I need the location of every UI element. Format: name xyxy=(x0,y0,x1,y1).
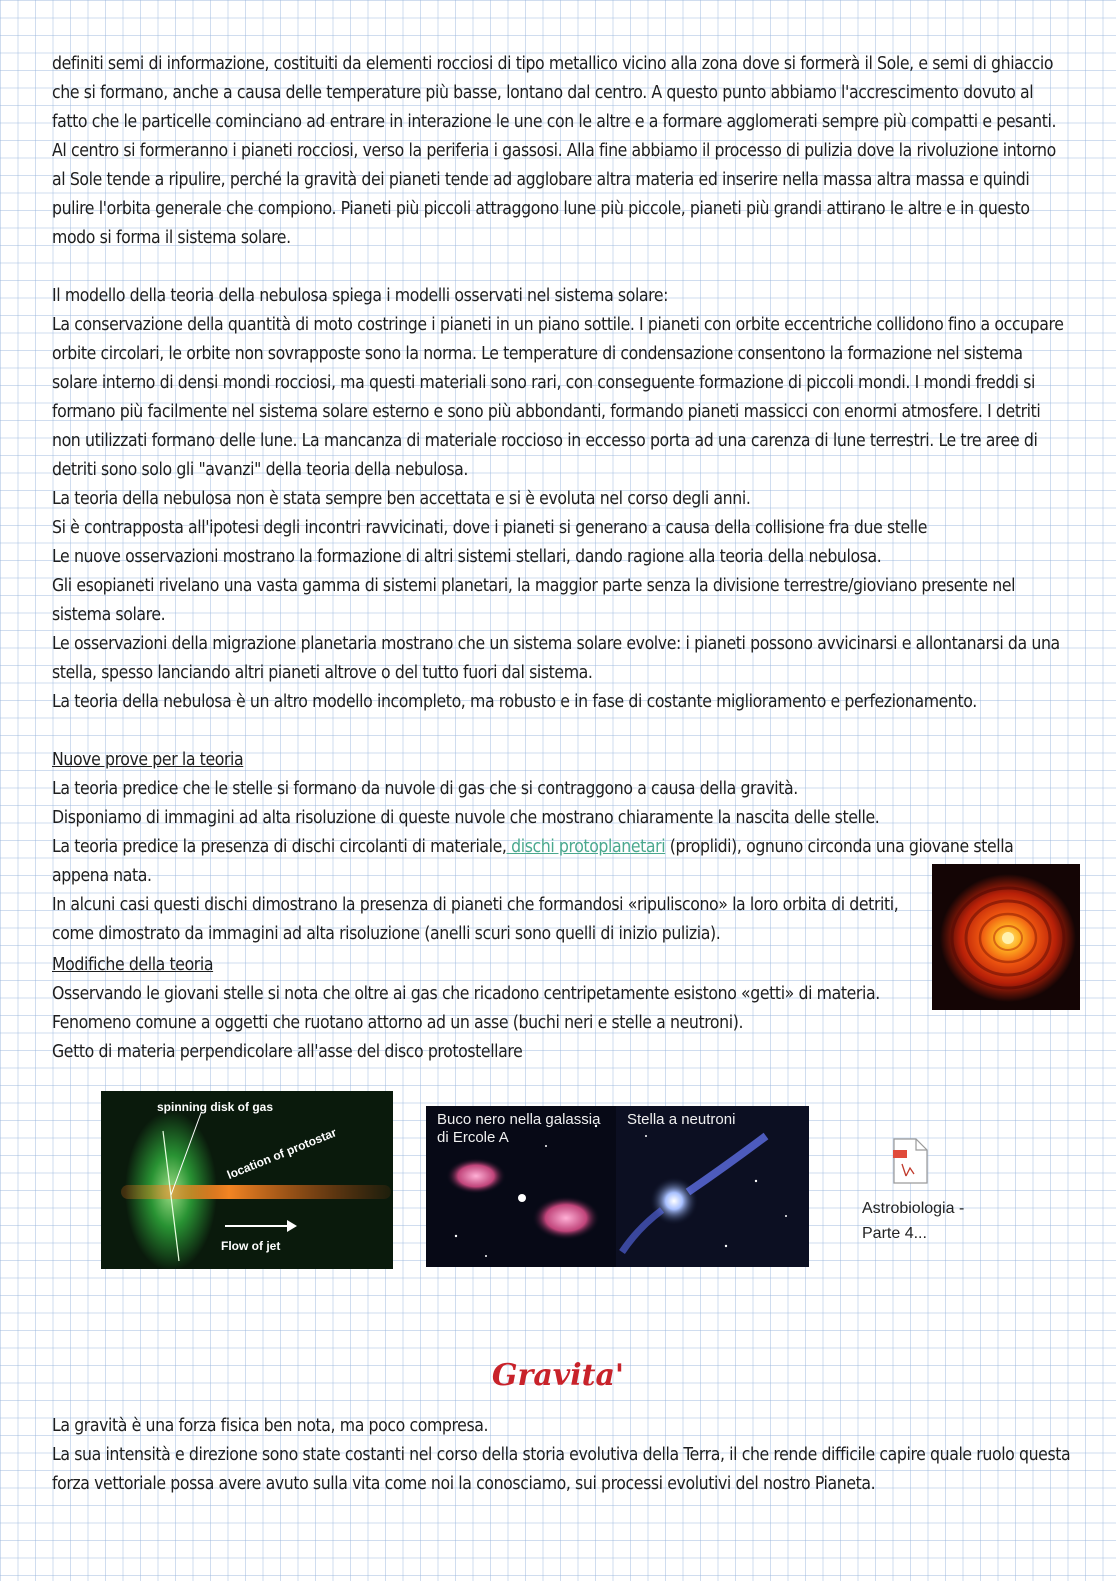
intro-paragraph: definiti semi di informazione, costituiti da elementi rocciosi di tipo metallico vicino alla zona dove si formerà il Sole, e semi di ghiaccio che si formano, anche a causa delle temperature più basse, lontano dal centro. A questo punto abbiamo l'accrescimento dovuto al fatto che le particelle cominciano ad entrare in interazione le une con le altre e a formare agglomerati sempre più compatti e pesanti. Al centro si formeranno i pianeti rocciosi, verso la periferia i gassosi. Alla fine abbiamo il processo di pulizia dove la rivoluzione intorno al Sole tende a ripulire, perché la gravità dei pianeti tende ad agglobare altra materia ed inserire nella massa altra massa e quindi pulire l'orbita generale che compiono. Pianeti più piccoli attraggono lune più piccole, pianeti più grandi attirano le altre e in questo modo si forma il sistema solare. xyxy=(52,54,1057,248)
gravity-heading: Gravita' xyxy=(491,1358,625,1393)
gravity-section xyxy=(52,1412,1072,1499)
model-paragraph-5: Gli esopianeti rivelano una vasta gamma di sistemi planetari, la maggior parte senza la divisione terrestre/gioviano presente nel sistema solare. xyxy=(52,576,1016,625)
model-paragraph-1: La conservazione della quantità di moto costringe i pianeti in un piano sottile. I pianeti con orbite eccentriche collidono fino a occupare orbite circolari, le orbite non sovrapposte sono la norma. Le temperature di condensazione consentono la formazione nel sistema solare interno di densi mondi rocciosi, ma questi materiali sono rari, con conseguente formazione di piccoli mondi. I mondi freddi si formano più facilmente nel sistema solare esterno e sono più abbondanti, formando pianeti massicci con enormi atmosfere. I detriti non utilizzati formano delle lune. La mancanza di materiale roccioso in eccesso porta ad una carenza di lune terrestri. Le tre aree di detriti sono solo gli "avanzi" della teoria della nebulosa. xyxy=(52,315,1064,480)
evidence-line-3 xyxy=(52,833,1072,891)
protoplanetary-disk-image xyxy=(932,864,1080,1010)
changes-heading: Modifiche della teoria xyxy=(52,955,214,975)
model-paragraph-6: Le osservazioni della migrazione planetaria mostrano che un sistema solare evolve: i pianeti possono avvicinarsi e allontanarsi da una stella, spesso lanciando altri pianeti altrove o del tutto fuori dal sistema. xyxy=(52,634,1060,683)
attachment-name: Astrobiologia - Parte 4... xyxy=(862,1200,965,1242)
evidence-line-3-pre: La teoria predice la presenza di dischi circolanti di materiale, xyxy=(52,837,507,857)
evidence-line-2: Disponiamo di immagini ad alta risoluzione di queste nuvole che mostrano chiaramente la nascita delle stelle. xyxy=(52,808,880,828)
changes-line-1: Osservando le giovani stelle si nota che oltre ai gas che ricadono centripetamente esistono «getti» di materia. Fenomeno comune a oggetti che ruotano attorno ad un asse (buchi neri e stelle a neutroni). xyxy=(52,984,880,1033)
model-paragraph-3: Si è contrapposta all'ipotesi degli incontri ravvicinati, dove i pianeti si generano a causa della collisione fra due stelle xyxy=(52,518,928,538)
image-row xyxy=(0,1091,1116,1281)
gravity-line-1: La gravità è una forza fisica ben nota, ma poco compresa. xyxy=(52,1416,489,1436)
model-paragraph-2: La teoria della nebulosa non è stata sempre ben accettata e si è evoluta nel corso degli anni. xyxy=(52,489,751,509)
protoplanetary-disks-link[interactable]: dischi protoplanetari xyxy=(506,837,666,857)
gas-label-flow: Flow of jet xyxy=(221,1239,281,1253)
protostar-jet-image xyxy=(101,1091,393,1269)
model-paragraph-4: Le nuove osservazioni mostrano la formazione di altri sistemi stellari, dando ragione alla teoria della nebulosa. xyxy=(52,547,882,567)
black-hole-neutron-star-image xyxy=(426,1106,809,1267)
evidence-heading: Nuove prove per la teoria xyxy=(52,750,244,770)
model-paragraph-7: La teoria della nebulosa è un altro modello incompleto, ma robusto e in fase di costante miglioramento e perfezionamento. xyxy=(52,692,977,712)
note-body xyxy=(52,50,1072,1067)
evidence-line-1: La teoria predice che le stelle si formano da nuvole di gas che si contraggono a causa della gravità. xyxy=(52,779,798,799)
changes-line-2: Getto di materia perpendicolare all'asse del disco protostellare xyxy=(52,1042,523,1062)
gas-label-location: location of protostar xyxy=(225,1125,339,1182)
bh-label-neutron-star: Stella a neutroni xyxy=(627,1111,736,1128)
model-intro: Il modello della teoria della nebulosa spiega i modelli osservati nel sistema solare: xyxy=(52,286,669,306)
note-page xyxy=(52,50,1072,1067)
evidence-line-3-post: (proplidi), ognuno circonda una giovane stella appena nata. xyxy=(52,837,1014,886)
bh-label-black-hole: Buco nero nella galassia di Ercole A xyxy=(437,1111,601,1146)
gravity-line-2: La sua intensità e direzione sono state costanti nel corso della storia evolutiva della Terra, il che rende difficile capire quale ruolo questa forza vettoriale possa avere avuto sulla vita come noi la conosciamo, sui processi evolutivi del nostro Pianeta. xyxy=(52,1445,1071,1494)
pdf-file-icon xyxy=(892,1138,928,1184)
gas-label-spinning: spinning disk of gas xyxy=(157,1100,274,1114)
evidence-line-4: In alcuni casi questi dischi dimostrano la presenza di pianeti che formandosi «ripuliscono» la loro orbita di detriti, come dimostrato da immagini ad alta risoluzione (anelli scuri sono quelli di inizio pulizia). xyxy=(52,895,899,944)
